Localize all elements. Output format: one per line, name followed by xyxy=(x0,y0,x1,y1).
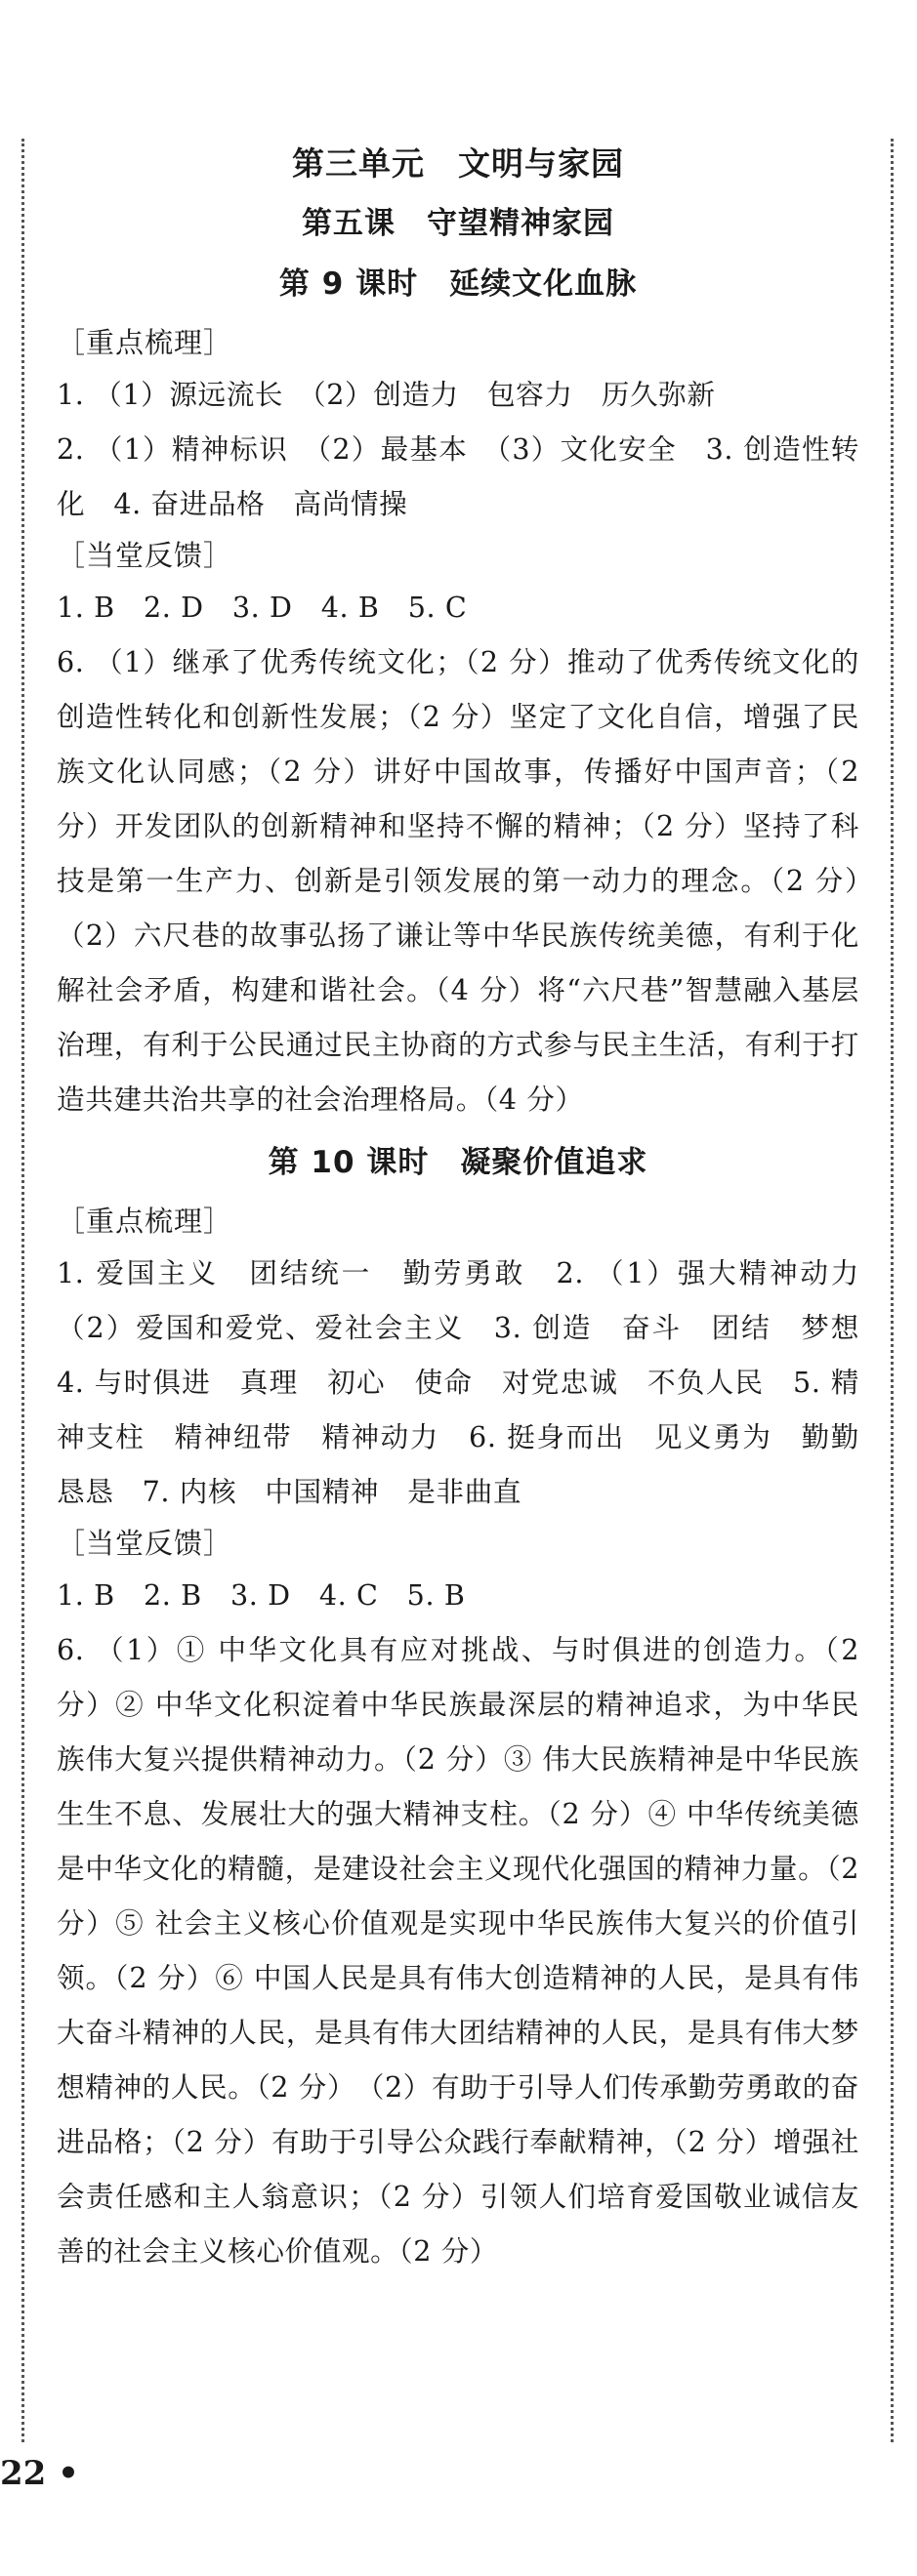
lesson-10-question-6-answer: 6. （1）① 中华文化具有应对挑战、与时俱进的创造力。（2 分）② 中华文化积淀着中华民族最深层的精神追求，为中华民族伟大复兴提供精神动力。（2 分）③ 伟大民族精神是中华民族生生不息、发展壮大的强大精神支柱。（2 分）④ 中华传统美德是中华文化的精髓，是建设社会主义现代化强国的精神力量。（2 分）⑤ 社会主义核心价值观是实现中华民族伟大复兴的价值引领。（2 分）⑥ 中国人民是具有伟大创造精神的人民，是具有伟大奋斗精神的人民，是具有伟大团结精神的人民，是具有伟大梦想精神的人民。（2 分） （2）有助于引导人们传承勤劳勇敢的奋进品格；（2 分）有助于引导公众践行奉献精神，（2 分）增强社会责任感和主人翁意识；（2 分）引领人们培育爱国敬业诚信友善的社会主义核心价值观。（2 分） xyxy=(57,1633,859,2268)
unit-title: 第三单元 文明与家园 xyxy=(292,144,624,183)
lesson-10-choice-answers: 1. B 2. B 3. D 4. C 5. B xyxy=(57,1578,466,1612)
lesson-10-title: 第 10 课时 凝聚价值追求 xyxy=(268,1145,648,1180)
right-dotted-margin-line xyxy=(891,139,894,2442)
lesson-9-key-points-label: ［重点梳理］ xyxy=(57,326,233,359)
left-dotted-margin-line xyxy=(21,139,24,2442)
lesson-10-key-points-label: ［重点梳理］ xyxy=(57,1205,233,1238)
page-number: 22 • xyxy=(0,2454,79,2493)
lesson-9-key-points-line-2: 2. （1）精神标识 （2）最基本 （3）文化安全 3. 创造性转化 4. 奋进品格 高尚情操 xyxy=(57,432,859,520)
lesson-9-feedback-label: ［当堂反馈］ xyxy=(57,539,233,572)
lesson-title: 第五课 守望精神家园 xyxy=(302,206,614,241)
lesson-9-title: 第 9 课时 延续文化血脉 xyxy=(278,266,638,302)
lesson-10-feedback-label: ［当堂反馈］ xyxy=(57,1527,233,1560)
lesson-9-choice-answers: 1. B 2. D 3. D 4. B 5. C xyxy=(57,591,468,624)
lesson-10-key-points-text: 1. 爱国主义 团结统一 勤劳勇敢 2. （1）强大精神动力 （2）爱国和爱党、爱社会主义 3. 创造 奋斗 团结 梦想 4. 与时俱进 真理 初心 使命 对党忠诚 不负人民 5. 精神支柱 精神纽带 精神动力 6. 挺身而出 见义勇为 勤勤恳恳 7. 内核 中国精神 是非曲直 xyxy=(57,1256,889,1508)
lesson-10-block xyxy=(57,1132,889,2278)
lesson-9-question-6-answer: 6. （1）继承了优秀传统文化；（2 分）推动了优秀传统文化的创造性转化和创新性发展；（2 分）坚定了文化自信，增强了民族文化认同感；（2 分）讲好中国故事，传播好中国声音；（2 分）开发团队的创新精神和坚持不懈的精神；（2 分）坚持了科技是第一生产力、创新是引领发展的第一动力的理念。（2 分） （2）六尺巷的故事弘扬了谦让等中华民族传统美德，有利于化解社会矛盾，构建和谐社会。（4 分）将“六尺巷”智慧融入基层治理，有利于公民通过民主协商的方式参与民主生活，有利于打造共建共治共享的社会治理格局。（4 分） xyxy=(57,645,889,1116)
answer-page-content xyxy=(57,135,889,2278)
lesson-9-block xyxy=(57,254,889,1126)
lesson-9-key-points-line-1: 1. （1）源远流长 （2）创造力 包容力 历久弥新 xyxy=(57,378,716,411)
